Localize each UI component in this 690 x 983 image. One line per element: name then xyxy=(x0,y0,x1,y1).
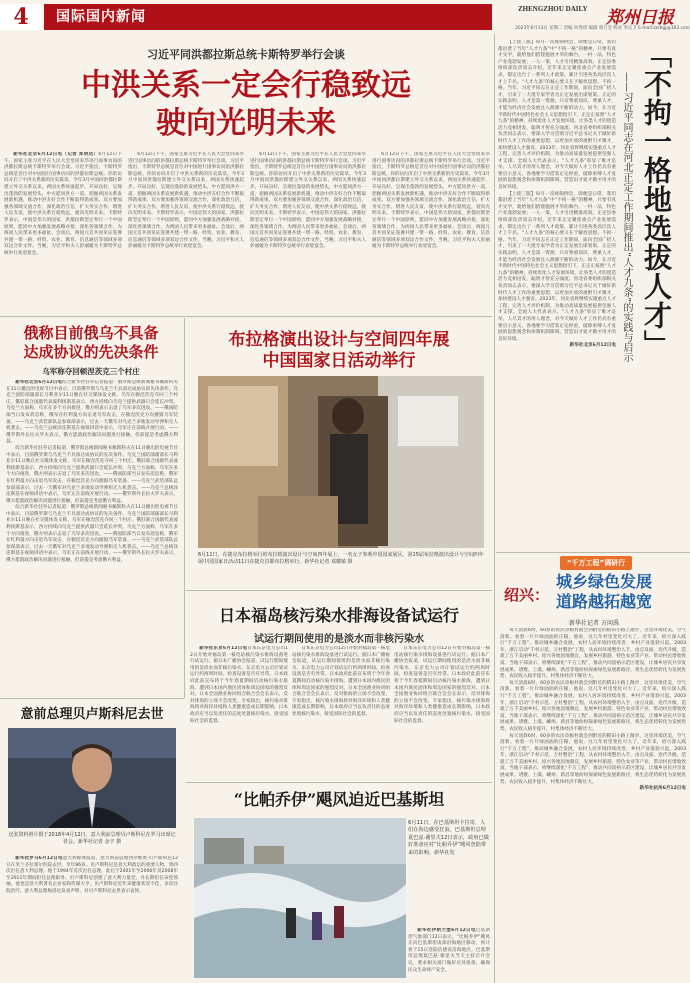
portrait-photo-icon xyxy=(8,728,176,828)
column-divider xyxy=(184,318,185,698)
story6-lead: 新华社伊斯兰堡6月12日电 xyxy=(417,928,476,933)
story4-body-cont: 日本东京电力公司12日开始对福岛第一核电站核污染水排海设备进行试运行。据日本广播协会报道，试运行期间使用的是淡水而非核污染水，东京电力公司计划试运行约两周时间，检查设备是否有异常。日本政府此前宣布将于今年春夏期间启动核污染水排海，遭到日本国内渔民团体和周边国家的强烈反对。日本全国渔业协同组合联合会会长表示，反对排海的立场不会改变。专家指出，核污染水排海将对海洋环境和人类健康造成长期影响，日本政府应当以负责任的态度处置核污染水，接受国际社会的监督。 xyxy=(292,646,390,717)
story2-body-cont: 综合新华社驻外记者报道：俄罗斯总统新闻秘书佩斯科夫在11日播出的电视节目中表示，目前俄罗斯与乌克兰不具备达成协议的先决条件。乌克兰国防部副部长马利亚尔11日晚在社交媒体发文称，乌军在顿涅茨克夺回三个村庄。俄驻联合国副代表波利扬斯基表示，西方持续向乌克兰提供武器只会延长冲突。乌克兰方面称，乌军在多个方向推进，俄方则表示击退了乌军多次进攻。——俄国防部当日发布消息称，俄军在红利曼方向击退乌军攻击，在顿涅茨克方向摧毁乌军装备。——乌克兰武装部队总参谋部表示，过去一天俄军对乌克兰多地发动导弹和无人机袭击。——乌克兰总统泽连斯基在视频讲话中表示，乌军正在前线开展行动。——俄罗斯外长拉夫罗夫表示，俄方愿就政治解决问题进行接触，但前提是考虑俄方利益。 xyxy=(6,445,178,504)
story1-body-col3 xyxy=(250,152,366,310)
story2-body-text: 综合新华社驻外记者报道：俄罗斯总统新闻秘书佩斯科夫在11日播出的电视节目中表示，目前俄罗斯与乌克兰不具备达成协议的先决条件。乌克兰国防部副部长马利亚尔11日晚在社交媒体发文称，乌军在顿涅茨克夺回三个村庄。俄驻联合国副代表波利扬斯基表示，西方持续向乌克兰提供武器只会延长冲突。乌克兰方面称，乌军在多个方向推进，俄方则表示击退了乌军多次进攻。——俄国防部当日发布消息称，俄军在红利曼方向击退乌军攻击，在顿涅茨克方向摧毁乌军装备。——乌克兰武装部队总参谋部表示，过去一天俄军对乌克兰多地发动导弹和无人机袭击。——乌克兰总统泽连斯基在视频讲话中表示，乌军正在前线开展行动。——俄罗斯外长拉夫罗夫表示，俄方愿就政治解决问题进行接触，但前提是考虑俄方利益。 xyxy=(6,380,178,445)
story3-photo xyxy=(198,376,484,548)
story8-headline-1: 城乡绿色发展 xyxy=(556,572,653,591)
story7-vertical-subtitle: ——习近平同志在河北正定工作期间推出“人才九条”的实践与启示 xyxy=(621,72,632,363)
story1-body-cont: 6月12日下午，国家主席习近平在人民大会堂同来华进行国事访问的洪都拉斯总统卡斯特罗举行会谈。习近平指出，卡斯特罗总统是首位对中国进行国事访问的洪都拉斯总统。你的访问开启了中洪关系新的历史篇章。今年3月中国同洪都拉斯建立外交关系以来，两国关系快速起步，开局良好，呈现出蓬勃的发展势头，中方愿同洪方一道，把握两国关系发展新机遇，推动中洪友好合作不断取得新成果。双方要加强各领域交流合作，深化政治互信，扩大务实合作，增进人民友谊，使中洪关系行稳致远，驶向光明未来。卡斯特罗表示，中国是伟大的国家，洪都拉斯坚定奉行一个中国原则，愿同中方加强发展战略对接，深化各领域合作，为两国人民带来更多福祉。会谈后，两国元首共同见证签署共建一带一路、经贸、农业、教育、信息通信等领域多项双边合作文件。当晚，习近平和夫人彭丽媛为卡斯特罗总统举行欢迎宴会。 xyxy=(372,152,490,250)
story8-kicker: 绍兴： xyxy=(504,586,550,604)
story8-tag: “千万工程”调研行 xyxy=(560,556,632,570)
story8-body-cont: 每天清晨6时，60岁的农民章根村就会到附近的稻田小路上散步，这里环境优美，空气清新。看着一片片绿油油的庄稼，他说，这几年村里变化可大了。近年来，绍兴深入践行“千万工程”，推动城乡融合发展，农村人居环境持续改善，乡村产业蓬勃兴起。2003年，浙江启动“千村示范、万村整治”工程，从农村环境整治入手，由点及面、迭代升级，造就了万千美丽乡村。绍兴各地因地制宜，发展乡村旅游、特色农业等产业，带动村民增收致富。当地干部表示，将继续深化“千万工程”，推动共同富裕示范区建设，让城乡居民共享发展成果。诸暨、上虞、嵊州、新昌等地纷纷探索绿色发展新路径，将生态优势转化为发展优势，农民收入稳步提升，村集体经济不断壮大。 xyxy=(500,680,686,732)
story8-headline-2: 道路越拓越宽 xyxy=(556,592,653,611)
story1-body-cont: 6月12日下午，国家主席习近平在人民大会堂同来华进行国事访问的洪都拉斯总统卡斯特罗举行会谈。习近平指出，卡斯特罗总统是首位对中国进行国事访问的洪都拉斯总统。你的访问开启了中洪关系新的历史篇章。今年3月中国同洪都拉斯建立外交关系以来，两国关系快速起步，开局良好，呈现出蓬勃的发展势头，中方愿同洪方一道，把握两国关系发展新机遇，推动中洪友好合作不断取得新成果。双方要加强各领域交流合作，深化政治互信，扩大务实合作，增进人民友谊，使中洪关系行稳致远，驶向光明未来。卡斯特罗表示，中国是伟大的国家，洪都拉斯坚定奉行一个中国原则，愿同中方加强发展战略对接，深化各领域合作，为两国人民带来更多福祉。会谈后，两国元首共同见证签署共建一带一路、经贸、农业、教育、信息通信等领域多项双边合作文件。当晚，习近平和夫人彭丽媛为卡斯特罗总统举行欢迎宴会。 xyxy=(128,152,244,250)
story4-subhead: 试运行期间使用的是淡水而非核污染水 xyxy=(254,634,424,645)
story2-body xyxy=(6,380,178,682)
story6-body-text: 巴基斯坦气象部门12日表示，“比帕乔伊”飓风正向巴基斯坦南部沿海地区移动，预计将于15日登陆信德省沿海地区。巴基斯坦总理夏巴兹·谢里夫当天主持召开会议，要求相关部门做好应对准备，确保民众生命财产安全。 xyxy=(408,928,490,973)
paper-logo: 郑州日报 xyxy=(606,8,674,28)
date-line: 2023年6月13日 星期二 责编 何秀倩 编辑 邢万莹 校对 李庆卫 E-mail:zzrbgj@163.com xyxy=(515,26,690,31)
story6-body xyxy=(408,928,490,978)
story8-body-text: 每天清晨6时，60岁的农民章根村就会到附近的稻田小路上散步，这里环境优美，空气清新。看着一片片绿油油的庄稼，他说，这几年村里变化可大了。近年来，绍兴深入践行“千万工程”，推动城乡融合发展，农村人居环境持续改善，乡村产业蓬勃兴起。2003年，浙江启动“千村示范、万村整治”工程，从农村环境整治入手，由点及面、迭代升级，造就了万千美丽乡村。绍兴各地因地制宜，发展乡村旅游、特色农业等产业，带动村民增收致富。当地干部表示，将继续深化“千万工程”，推动共同富裕示范区建设，让城乡居民共享发展成果。诸暨、上虞、嵊州、新昌等地纷纷探索绿色发展新路径，将生态优势转化为发展优势，农民收入稳步提升，村集体经济不断壮大。 xyxy=(500,628,686,680)
story1-headline-1: 中洪关系一定会行稳致远 xyxy=(81,68,411,103)
story8-body xyxy=(500,628,686,978)
story7-vertical-title: 「不拘一格地选拔人才」 xyxy=(640,40,673,359)
column-divider xyxy=(494,34,495,983)
story5-headline: 意前总理贝卢斯科尼去世 xyxy=(20,707,164,722)
paper-en-name: ZHENGZHOU DAILY xyxy=(518,5,588,13)
story1-kicker: 习近平同洪都拉斯总统卡斯特罗举行会谈 xyxy=(147,48,345,61)
divider xyxy=(0,316,492,317)
story7-body-text: 【上接三版】每月一次视频例会，即便是日常，我们都沿袭了当年“人才九条”中“不拘一格”的精神，只要有真才实学，就给他们搭建施展才华的舞台。一村一品，特色产业蓬勃发展；一人一策，人才引进精准高效。正定县委组织部负责同志介绍，近年来正定聚焦重点产业发展需求，制定出台了一系列人才政策，累计引进各类高层次人才上千名。“人才九条”的核心要义在于解放思想、不拘一格。当年，习近平同志在正定工作期间，面向全国广招人才，引来了一大批专家学者为正定发展出谋划策。正定的实践表明，人才是第一资源，只有尊重知识、尊重人才，才能为经济社会发展注入源源不断的动力。如今，在习近平新时代中国特色社会主义思想指引下，正定正按照“人才九条”的精神，持续优化人才发展环境，让各类人才的创造活力竞相迸发、聪明才智充分涌流。河北省委组织部相关负责同志表示，要深入学习贯彻习近平总书记关于做好新时代人才工作的重要思想，以更加开放的视野引才聚才，加快建设人才强省。2023年，河北省将继续实施重点人才工程，完善人才评价机制，为推动高质量发展提供坚强人才支撑。全国人大代表表示，“人才九条”彰显了唯才是举、人尽其才的用人理念，对今天做好人才工作仍具有重要启示意义。各地要学习借鉴正定经验，破除束缚人才发展的思想观念和体制机制障碍，营造识才爱才敬才用才的良好环境。 xyxy=(498,40,616,191)
story1-body-cont: 6月12日下午，国家主席习近平在人民大会堂同来华进行国事访问的洪都拉斯总统卡斯特罗举行会谈。习近平指出，卡斯特罗总统是首位对中国进行国事访问的洪都拉斯总统。你的访问开启了中洪关系新的历史篇章。今年3月中国同洪都拉斯建立外交关系以来，两国关系快速起步，开局良好，呈现出蓬勃的发展势头，中方愿同洪方一道，把握两国关系发展新机遇，推动中洪友好合作不断取得新成果。双方要加强各领域交流合作，深化政治互信，扩大务实合作，增进人民友谊，使中洪关系行稳致远，驶向光明未来。卡斯特罗表示，中国是伟大的国家，洪都拉斯坚定奉行一个中国原则，愿同中方加强发展战略对接，深化各领域合作，为两国人民带来更多福祉。会谈后，两国元首共同见证签署共建一带一路、经贸、农业、教育、信息通信等领域多项双边合作文件。当晚，习近平和夫人彭丽媛为卡斯特罗总统举行欢迎宴会。 xyxy=(250,152,366,250)
story7-body-cont: 【上接三版】每月一次视频例会，即便是日常，我们都沿袭了当年“人才九条”中“不拘一格”的精神，只要有真才实学，就给他们搭建施展才华的舞台。一村一品，特色产业蓬勃发展；一人一策，人才引进精准高效。正定县委组织部负责同志介绍，近年来正定聚焦重点产业发展需求，制定出台了一系列人才政策，累计引进各类高层次人才上千名。“人才九条”的核心要义在于解放思想、不拘一格。当年，习近平同志在正定工作期间，面向全国广招人才，引来了一大批专家学者为正定发展出谋划策。正定的实践表明，人才是第一资源，只有尊重知识、尊重人才，才能为经济社会发展注入源源不断的动力。如今，在习近平新时代中国特色社会主义思想指引下，正定正按照“人才九条”的精神，持续优化人才发展环境，让各类人才的创造活力竞相迸发、聪明才智充分涌流。河北省委组织部相关负责同志表示，要深入学习贯彻习近平总书记关于做好新时代人才工作的重要思想，以更加开放的视野引才聚才，加快建设人才强省。2023年，河北省将继续实施重点人才工程，完善人才评价机制，为推动高质量发展提供坚强人才支撑。全国人大代表表示，“人才九条”彰显了唯才是举、人尽其才的用人理念，对今天做好人才工作仍具有重要启示意义。各地要学习借鉴正定经验，破除束缚人才发展的思想观念和体制机制障碍，营造识才爱才敬才用才的良好环境。 xyxy=(498,191,616,342)
story1-body-col1 xyxy=(4,152,122,310)
story1-headline-2: 驶向光明未来 xyxy=(156,106,336,141)
story3-headline-2: 中国国家日活动举行 xyxy=(262,351,416,371)
story8-footer: 新华社杭州6月12日电 xyxy=(639,786,686,792)
story3-caption: 6月11日，在捷克布拉格举行的布拉格演出设计与空间四年展上，一名女子参观中国国家展区。第15届布拉格演出设计与空间四年展中国国家日活动11日在捷克首都布拉格举行。新华社记者 邓耀敏 摄 xyxy=(198,552,484,565)
story8-body-cont: 每天清晨6时，60岁的农民章根村就会到附近的稻田小路上散步，这里环境优美，空气清新。看着一片片绿油油的庄稼，他说，这几年村里变化可大了。近年来，绍兴深入践行“千万工程”，推动城乡融合发展，农村人居环境持续改善，乡村产业蓬勃兴起。2003年，浙江启动“千村示范、万村整治”工程，从农村环境整治入手，由点及面、迭代升级，造就了万千美丽乡村。绍兴各地因地制宜，发展乡村旅游、特色农业等产业，带动村民增收致富。当地干部表示，将继续深化“千万工程”，推动共同富裕示范区建设，让城乡居民共享发展成果。诸暨、上虞、嵊州、新昌等地纷纷探索绿色发展新路径，将生态优势转化为发展优势，农民收入稳步提升，村集体经济不断壮大。 xyxy=(500,733,686,785)
divider xyxy=(0,698,184,699)
story4-body-col2 xyxy=(292,646,390,776)
divider xyxy=(496,552,690,553)
story6-headline: “比帕乔伊”飓风迫近巴基斯坦 xyxy=(233,790,445,809)
story4-body-text: 日本东京电力公司12日开始对福岛第一核电站核污染水排海设备进行试运行。据日本广播协会报道，试运行期间使用的是淡水而非核污染水，东京电力公司计划试运行约两周时间，检查设备是否有异常。日本政府此前宣布将于今年春夏期间启动核污染水排海，遭到日本国内渔民团体和周边国家的强烈反对。日本全国渔业协同组合联合会会长表示，反对排海的立场不会改变。专家指出，核污染水排海将对海洋环境和人类健康造成长期影响，日本政府应当以负责任的态度处置核污染水，接受国际社会的监督。 xyxy=(190,646,288,724)
story8-byline: 新华社记者 方问禹 xyxy=(569,620,619,627)
story6-caption: 6月11日，在巴基斯坦卡拉奇，人们在海边感受狂浪。巴基斯坦总理夏巴兹·谢里夫12日表示，政府已做好准备应对“比帕乔伊”飓风登陆带来的影响。新华社发 xyxy=(408,820,489,856)
story2-headline-1: 俄称目前俄乌不具备 xyxy=(23,324,159,342)
story5-body xyxy=(6,856,178,976)
story2-lead: 新华社北京6月12日电 xyxy=(15,380,63,385)
exhibition-photo-icon xyxy=(198,376,484,548)
story2-subhead: 乌军称夺回顿涅茨克三个村庄 xyxy=(42,367,140,376)
masthead xyxy=(0,0,690,34)
page-number: 4 xyxy=(0,4,42,30)
story1-body: 6月12日下午，国家主席习近平在人民大会堂同来华进行国事访问的洪都拉斯总统卡斯特罗举行会谈。习近平指出，卡斯特罗总统是首位对中国进行国事访问的洪都拉斯总统。你的访问开启了中洪关系新的历史篇章。今年3月中国同洪都拉斯建立外交关系以来，两国关系快速起步，开局良好，呈现出蓬勃的发展势头，中方愿同洪方一道，把握两国关系发展新机遇，推动中洪友好合作不断取得新成果。双方要加强各领域交流合作，深化政治互信，扩大务实合作，增进人民友谊，使中洪关系行稳致远，驶向光明未来。卡斯特罗表示，中国是伟大的国家，洪都拉斯坚定奉行一个中国原则，愿同中方加强发展战略对接，深化各领域合作，为两国人民带来更多福祉。会谈后，两国元首共同见证签署共建一带一路、经贸、农业、教育、信息通信等领域多项双边合作文件。当晚，习近平和夫人彭丽媛为卡斯特罗总统举行欢迎宴会。 xyxy=(4,152,122,256)
story3-headline-1: 布拉格演出设计与空间四年展 xyxy=(228,330,450,350)
story5-photo xyxy=(8,728,176,828)
story4-headline: 日本福岛核污染水排海设备试运行 xyxy=(218,606,459,625)
divider xyxy=(186,590,492,591)
story7-body xyxy=(498,40,616,550)
story1-lead: 新华社北京6月12日电（记者 郑明达） xyxy=(13,152,99,157)
story4-body-cont: 日本东京电力公司12日开始对福岛第一核电站核污染水排海设备进行试运行。据日本广播协会报道，试运行期间使用的是淡水而非核污染水，东京电力公司计划试运行约两周时间，检查设备是否有异常。日本政府此前宣布将于今年春夏期间启动核污染水排海，遭到日本国内渔民团体和周边国家的强烈反对。日本全国渔业协同组合联合会会长表示，反对排海的立场不会改变。专家指出，核污染水排海将对海洋环境和人类健康造成长期影响，日本政府应当以负责任的态度处置核污染水，接受国际社会的监督。 xyxy=(394,646,490,724)
story7-byline: 新华社北京6月12日电 xyxy=(569,343,616,349)
story5-caption: 这张资料照片摄于2018年4月12日，意大利前总理贝卢斯科尼在罗马出席记者会。新华社记者 金宇 摄 xyxy=(8,832,176,845)
story5-lead: 新华社罗马6月12日电 xyxy=(15,856,63,861)
section-title: 国际国内新闻 xyxy=(56,9,146,25)
divider xyxy=(186,782,492,783)
story4-body-col3 xyxy=(394,646,490,776)
story1-body-col2 xyxy=(128,152,244,310)
story5-body-text: 意大利媒体报道，意大利前总理西尔维奥·贝卢斯科尼12日在米兰圣拉斐尔医院去世，享年86岁。贝卢斯科尼是意大利政坛的重要人物，曾四次出任意大利总理。他于1994年首次出任总理，此后于2001年至2006年及2008年至2011年期间担任总理职务。贝卢斯科尼创建了意大利力量党，并长期担任该党领袖。他也是意大利著名企业家和传媒大亨。贝卢斯科尼近年来健康状况不佳，多次住院治疗。意大利总理梅洛尼发表声明，对贝卢斯科尼去世表示哀悼。 xyxy=(6,856,178,894)
story2-body-cont: 综合新华社驻外记者报道：俄罗斯总统新闻秘书佩斯科夫在11日播出的电视节目中表示，目前俄罗斯与乌克兰不具备达成协议的先决条件。乌克兰国防部副部长马利亚尔11日晚在社交媒体发文称，乌军在顿涅茨克夺回三个村庄。俄驻联合国副代表波利扬斯基表示，西方持续向乌克兰提供武器只会延长冲突。乌克兰方面称，乌军在多个方向推进，俄方则表示击退了乌军多次进攻。——俄国防部当日发布消息称，俄军在红利曼方向击退乌军攻击，在顿涅茨克方向摧毁乌军装备。——乌克兰武装部队总参谋部表示，过去一天俄军对乌克兰多地发动导弹和无人机袭击。——乌克兰总统泽连斯基在视频讲话中表示，乌军正在前线开展行动。——俄罗斯外长拉夫罗夫表示，俄方愿就政治解决问题进行接触，但前提是考虑俄方利益。 xyxy=(6,505,178,564)
story4-body-col1 xyxy=(190,646,288,776)
story6-photo xyxy=(194,818,406,978)
story1-body-col4 xyxy=(372,152,490,310)
storm-beach-photo-icon xyxy=(194,818,406,978)
story2-headline-2: 达成协议的先决条件 xyxy=(23,343,159,361)
story4-lead: 新华社东京6月12日电 xyxy=(199,646,248,651)
